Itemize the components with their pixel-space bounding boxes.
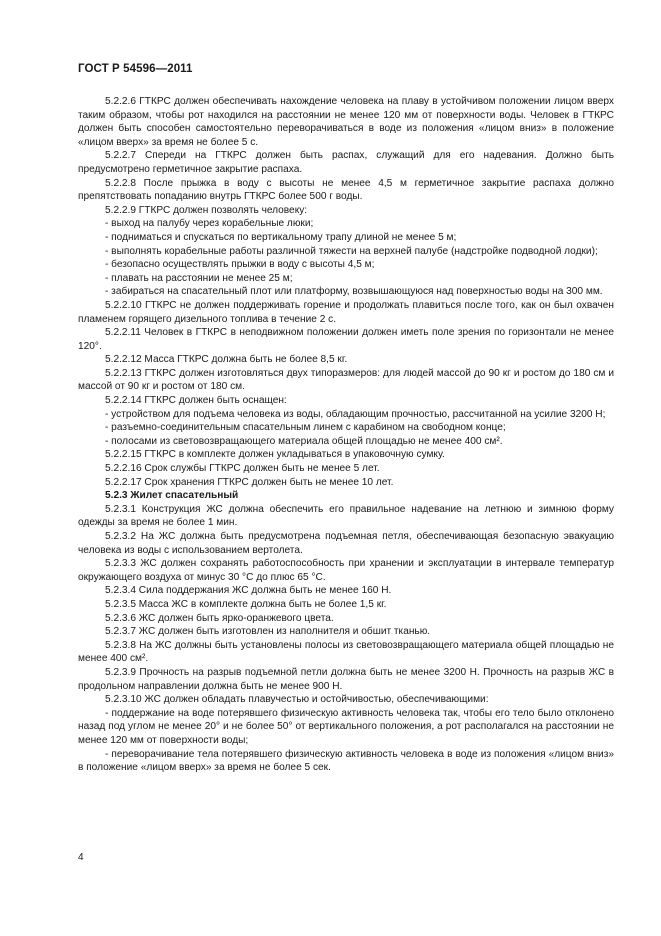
paragraph: 5.2.3.1 Конструкция ЖС должна обеспечить его правильное надевание на летнюю и зимнюю форму одежды за время не более 1 мин.: [78, 503, 614, 529]
document-body: [78, 95, 614, 775]
paragraph: 5.2.2.14 ГТКРС должен быть оснащен:: [105, 395, 287, 407]
paragraph: 5.2.2.9 ГТКРС должен позволять человеку:: [105, 204, 308, 216]
paragraph: 5.2.2.6 ГТКРС должен обеспечивать нахождение человека на плаву в устойчивом положении лицом вверх таким образом, чтобы рот находился на расстоянии не менее 120 мм от поверхности воды. Человек в ГТКРС должен быть способен самостоятельно переворачиваться в воде из положения «лицом вниз» в положение «лицом вверх» за время не более 5 с.: [78, 96, 614, 148]
paragraph: 5.2.2.15 ГТКРС в комплекте должен укладываться в упаковочную сумку.: [105, 449, 445, 461]
paragraph: 5.2.3.2 На ЖС должна быть предусмотрена подъемная петля, обеспечивающая безопасную эвакуацию человека из воды с использованием вертолета.: [78, 531, 614, 556]
paragraph: 5.2.3.5 Масса ЖС в комплекте должна быть не более 1,5 кг.: [105, 598, 387, 610]
paragraph: 5.2.2.17 Срок хранения ГТКРС должен быть не менее 10 лет.: [105, 476, 394, 488]
paragraph: - переворачивание тела потерявшего физическую активность человека в воде из положения «лицом вниз» в положение «лицом вверх» за время не более 5 сек.: [78, 748, 614, 774]
paragraph: 5.2.2.12 Масса ГТКРС должна быть не более 8,5 кг.: [105, 354, 348, 366]
paragraph: 5.2.2.10 ГТКРС не должен поддерживать горение и продолжать плавиться после того, как он был охвачен пламенем горящего дизельного топлива в течение 2 с.: [78, 299, 614, 325]
paragraph: 5.2.3.8 На ЖС должны быть установлены полосы из световозвращающего материала общей площадью не менее 400 см².: [78, 639, 614, 665]
paragraph: 5.2.3.10 ЖС должен обладать плавучестью и остойчивостью, обеспечивающими:: [105, 694, 489, 706]
section-heading: 5.2.3 Жилет спасательный: [105, 490, 239, 502]
paragraph: - разъемно-соединительным спасательным линем с карабином на свободном конце;: [105, 422, 506, 434]
page-number: 4: [78, 852, 84, 863]
paragraph: 5.2.2.16 Срок службы ГТКРС должен быть не менее 5 лет.: [105, 463, 380, 475]
paragraph: - выход на палубу через корабельные люки;: [105, 218, 314, 230]
document-header: ГОСТ Р 54596—2011: [78, 63, 193, 75]
paragraph: 5.2.2.7 Спереди на ГТКРС должен быть распах, служащий для его надевания. Должно быть предусмотрено герметичное закрытие распаха.: [78, 150, 614, 175]
paragraph: 5.2.3.7 ЖС должен быть изготовлен из наполнителя и обшит тканью.: [105, 626, 431, 638]
paragraph: - выполнять корабельные работы различной тяжести на верхней палубе (надстройке подводной лодки);: [105, 245, 598, 257]
paragraph: 5.2.3.4 Сила поддержания ЖС должна быть не менее 160 Н.: [105, 585, 392, 597]
paragraph: 5.2.2.13 ГТКРС должен изготовляться двух типоразмеров: для людей массой до 90 кг и ростом до 180 см и массой от 90 кг и ростом от 180 см.: [78, 367, 614, 393]
paragraph: 5.2.2.8 После прыжка в воду с высоты не менее 4,5 м герметичное закрытие распаха должно препятствовать попаданию внутрь ГТКРС более 500 г воды.: [78, 177, 614, 203]
paragraph: 5.2.2.11 Человек в ГТКРС в неподвижном положении должен иметь поле зрения по горизонтали не менее 120°.: [78, 327, 614, 352]
paragraph: - устройством для подъема человека из воды, обладающим прочностью, рассчитанной на усилие 3200 Н;: [105, 408, 606, 420]
paragraph: - подниматься и спускаться по вертикальному трапу длиной не менее 5 м;: [105, 231, 457, 243]
paragraph: 5.2.3.3 ЖС должен сохранять работоспособность при хранении и эксплуатации в интервале температур окружающего воздуха от минус 30 °С до плюс 65 °С.: [78, 558, 614, 583]
paragraph: - забираться на спасательный плот или платформу, возвышающуюся над поверхностью воды на 300 мм.: [105, 286, 603, 298]
paragraph: - полосами из световозвращающего материала общей площадью не менее 400 см².: [105, 435, 503, 447]
paragraph: - безопасно осуществлять прыжки в воду с высоты 4,5 м;: [105, 259, 375, 271]
paragraph: - поддержание на воде потерявшего физическую активность человека так, чтобы его тело было отклонено назад под углом не менее 20° и не более 50° от вертикального положения, а рот располагался на расстоянии не менее 120 мм от поверхности воды;: [78, 707, 614, 746]
paragraph: 5.2.3.9 Прочность на разрыв подъемной петли должна быть не менее 3200 Н. Прочность на разрыв ЖС в продольном направлении должна быть не менее 900 Н.: [78, 666, 614, 692]
paragraph: - плавать на расстоянии не менее 25 м;: [105, 272, 293, 284]
paragraph: 5.2.3.6 ЖС должен быть ярко-оранжевого цвета.: [105, 612, 334, 624]
